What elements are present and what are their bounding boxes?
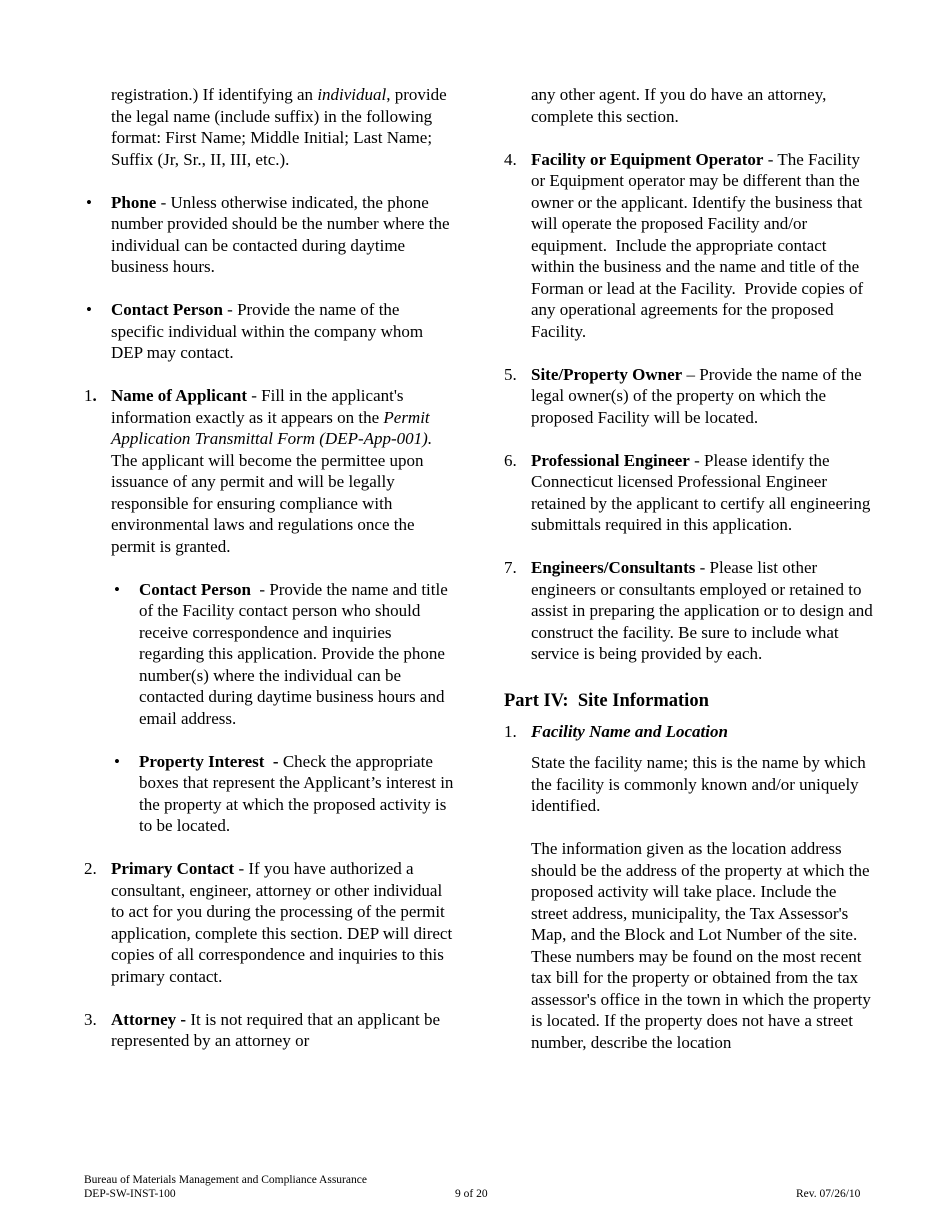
professional-engineer-item: 6. Professional Engineer - Please identify the Connecticut licensed Professional Engineer retained by the applicant to certify all engineering submittals required in this application. xyxy=(504,450,871,534)
facility-name-location-item: 1. Facility Name and Location xyxy=(504,721,728,741)
footer-doc-id: DEP-SW-INST-100 xyxy=(84,1188,176,1200)
continued-paragraph: any other agent. If you do have an attorney, complete this section. xyxy=(531,85,827,126)
item-number: 7. xyxy=(504,558,517,577)
bullet-icon: • xyxy=(114,579,120,599)
item-number: 1. xyxy=(504,721,517,741)
facility-name-paragraph: State the facility name; this is the name by which the facility is commonly known and/or uniquely identified. xyxy=(531,753,866,815)
footer-page-number: 9 of 20 xyxy=(455,1188,488,1200)
footer-bureau: Bureau of Materials Management and Compliance Assurance xyxy=(84,1174,367,1186)
item-number: 3. xyxy=(84,1009,97,1029)
part-iv-heading: Part IV: Site Information xyxy=(504,690,709,711)
name-of-applicant-item: 1. Name of Applicant - Fill in the applicant's information exactly as it appears on the Permit Application Transmittal Form (DEP-App-001). The applicant will become the permittee upon issuance of any permit and will be legally responsible for ensuring compliance with environmental laws and regulations once the permit is granted. xyxy=(84,386,433,556)
primary-contact-item: 2. Primary Contact - If you have authorized a consultant, engineer, attorney or other individual to act for you during the processing of the permit application, complete this section. DEP will direct copies of all correspondence and inquiries to this primary contact. xyxy=(84,859,453,986)
contact-person-bullet-item: • Contact Person - Provide the name of the specific individual within the company whom DEP may contact. xyxy=(86,300,424,362)
item-number: 5. xyxy=(504,364,517,384)
site-property-owner-item: 5. Site/Property Owner – Provide the name of the legal owner(s) of the property on which the proposed Facility will be located. xyxy=(504,364,862,427)
footer-revision: Rev. 07/26/10 xyxy=(796,1188,861,1200)
item-number: 6. xyxy=(504,450,517,470)
phone-bullet-item: • Phone - Unless otherwise indicated, the phone number provided should be the number where the individual can be contacted during daytime business hours. xyxy=(86,192,450,276)
sub-property-interest-item: • Property Interest - Check the appropriate boxes that represent the Applicant’s interest in the property at which the proposed activity is to be located. xyxy=(114,751,454,835)
bullet-icon: • xyxy=(86,300,92,319)
bullet-icon: • xyxy=(86,192,92,212)
facility-operator-item: 4. Facility or Equipment Operator - The Facility or Equipment operator may be different than the owner or the applicant. Identify the business that will operate the proposed Facility and/or equipment. Include the appropriate contact within the business and the name and title of the Forman or lead at the Facility. Provide copies of any operational agreements for the proposed Facility. xyxy=(504,149,868,341)
right-column xyxy=(504,84,874,1053)
location-address-paragraph: The information given as the location address should be the address of the property at which the proposed activity will take place. Include the street address, municipality, the Tax Assessor's Map, and the Block and Lot Number of the site. These numbers may be found on the most recent tax bill for the property or obtained from the tax assessor's office in the town in which the property is located. If the property does not have a street number, describe the location xyxy=(531,839,871,1052)
footer-left xyxy=(84,1173,367,1201)
continued-paragraph: registration.) If identifying an individual, provide the legal name (include suffix) in the following format: First Name; Middle Initial; Last Name; Suffix (Jr, Sr., II, III, etc.). xyxy=(111,85,447,169)
sub-contact-person-item: • Contact Person - Provide the name and title of the Facility contact person who should receive correspondence and inquiries regarding this application. Provide the phone number(s) where the individual can be contacted during daytime business hours and email address. xyxy=(114,579,453,728)
left-column xyxy=(84,84,454,1052)
item-number: 4. xyxy=(504,149,517,169)
item-number: 2. xyxy=(84,859,97,878)
engineers-consultants-item: 7. Engineers/Consultants - Please list other engineers or consultants employed or retained to assist in preparing the application or to design and construct the facility. Be sure to include what service is being provided by each. xyxy=(504,558,873,663)
item-number: 1. xyxy=(84,386,97,405)
bullet-icon: • xyxy=(114,751,120,771)
attorney-item: 3. Attorney - It is not required that an applicant be represented by an attorney or xyxy=(84,1009,441,1050)
